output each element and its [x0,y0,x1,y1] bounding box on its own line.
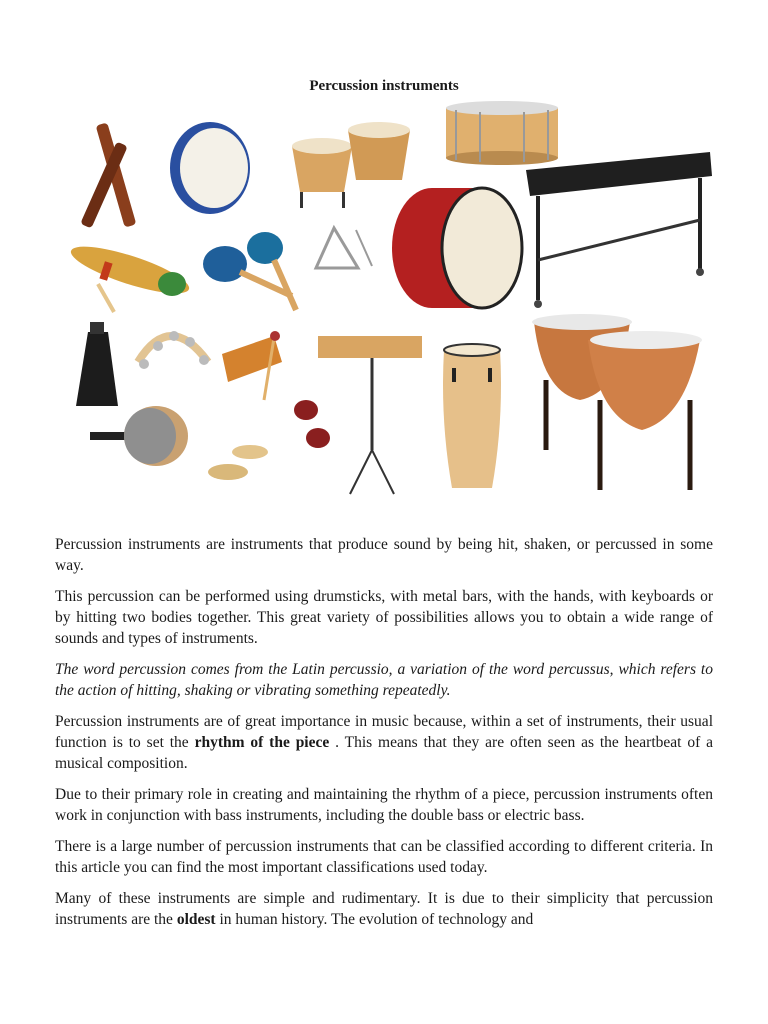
claves-icon [80,122,136,228]
paragraph-text: The word percussion comes from the Latin percussio, a variation of the word percussus, which refers to the action of hitting, shaking or vibrating something repeatedly. [55,661,713,699]
paragraph-p7 [55,888,713,930]
paragraph-text: There is a large number of percussion instruments that can be classified according to different criteria. In this article you can find the most important classifications used today. [55,838,713,876]
guiro-icon [67,238,194,312]
paragraph-text: Percussion instruments are instruments that produce sound by being hit, shaken, or percussed in some way. [55,536,713,574]
instruments-figure [60,100,715,502]
bass-drum-icon [392,188,522,308]
temple-blocks-icon [318,336,422,494]
paragraph-text: . This means that they are often seen as the heartbeat of a musical composition. [55,734,714,772]
castanets-icon [294,400,330,448]
triangle-icon [316,228,372,268]
paragraph-text: Many of these instruments are simple and rudimentary. It is due to their simplicity that percussion instruments are the [55,890,713,928]
paragraph-text: in human history. The evolution of technology and [215,911,534,928]
timpani-icon [532,314,702,490]
paragraph-p6 [55,836,713,878]
page-title: Percussion instruments [309,78,459,94]
article-body [55,534,713,940]
wood-block-icon [222,331,282,400]
cabasa-icon [90,406,188,466]
tambourine-icon [138,331,209,369]
paragraph-text: This percussion can be performed using drumsticks, with metal bars, with the hands, with keyboards or by hitting two bodies together. This great variety of possibilities allows you to obtain a wide range of sounds and types of instruments. [55,588,713,647]
cowbell-icon [76,322,118,406]
snare-drum-icon [446,101,558,165]
paragraph-p3 [55,659,713,701]
bold-term: oldest [176,911,216,928]
xylophone-icon [526,152,712,308]
bold-term: rhythm of the piece [194,734,330,751]
frame-drum-icon [170,122,250,214]
bongos-icon [292,122,410,208]
conga-icon [443,344,501,488]
paragraph-text: Due to their primary role in creating and maintaining the rhythm of a piece, percussion instruments often work in conjunction with bass instruments, including the double bass or electric bass. [55,786,713,824]
paragraph-p1 [55,534,713,576]
paragraph-p5 [55,784,713,826]
paragraph-text: Percussion instruments are of great importance in music because, within a set of instruments, their usual function is to set the [55,713,713,751]
paragraph-p4 [55,711,713,774]
paragraph-p2 [55,586,713,649]
finger-cymbals-icon [208,445,268,480]
maracas-icon [203,232,296,310]
